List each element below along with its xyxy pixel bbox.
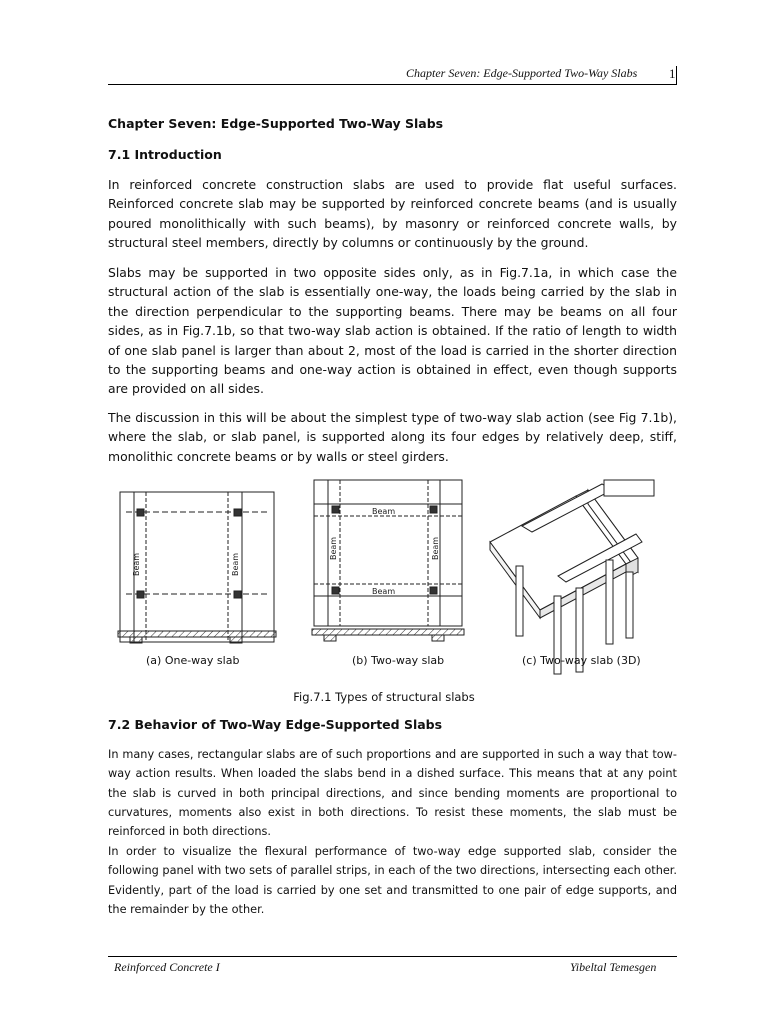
beam-label-a-right: Beam [231, 552, 240, 576]
beam-label-b-right: Beam [431, 536, 440, 560]
footer-course: Reinforced Concrete I [114, 960, 220, 974]
beam-label-a-left: Beam [132, 552, 141, 576]
paragraph-intro-2: Slabs may be supported in two opposite sides only, as in Fig.7.1a, in which case the structural action of the slab is essentially one-way, the loads being carried by the slab in the direction perpendicular to the supporting beams. There may be beams on all four sides, as in Fig.7.1b, so that two-way slab action is obtained. If the ratio of length to width of one slab panel is larger than about 2, most of the load is carried in the shorter direction to the supporting beams and one-way action is obtained in effect, even though supports are provided on all sides. [108, 265, 677, 397]
beam-label-b-bottom: Beam [372, 587, 396, 596]
slab-drawings [106, 476, 678, 676]
figure-title: Fig.7.1 Types of structural slabs [293, 690, 475, 704]
one-way-slab-plan [120, 492, 274, 642]
section-heading-intro: 7.1 Introduction [108, 147, 222, 162]
two-way-slab-section [312, 629, 464, 641]
header-rule [108, 84, 676, 85]
chapter-title: Chapter Seven: Edge-Supported Two-Way Slabs [108, 116, 444, 131]
one-way-slab-section [118, 631, 276, 643]
paragraph-intro-3: The discussion in this will be about the simplest type of two-way slab action (see Fig 7.1b), where the slab, or slab panel, is supported along its four edges by relatively deep, stiff, monolithic concrete beams or by walls or steel girders. [108, 410, 677, 464]
caption-one-way: (a) One-way slab [146, 654, 240, 667]
footer-rule [108, 956, 677, 957]
paragraph-behavior-1: In many cases, rectangular slabs are of such proportions and are supported in such a way that tow-way action results. When loaded the slabs bend in a dished surface. This means that at any point the slab is curved in both principal directions, and since bending moments are proportional to curvatures, moments also exist in both directions. To resist these moments, the slab must be reinforced in both directions. [108, 748, 677, 839]
figure-structural-slabs [106, 476, 678, 676]
beam-label-b-top: Beam [372, 507, 396, 516]
running-header: Chapter Seven: Edge-Supported Two-Way Slabs [406, 66, 638, 80]
header-tick [676, 66, 677, 85]
caption-two-way: (b) Two-way slab [352, 654, 445, 667]
footer-author: Yibeltal Temesgen [570, 960, 657, 974]
page-number: 1 [669, 66, 676, 81]
paragraph-behavior-2: In order to visualize the flexural performance of two-way edge supported slab, consider the following panel with two sets of parallel strips, in each of the two directions, intersecting each other. Evidently, part of the load is carried by one set and transmitted to one pair of edge supports, and the remainder by the other. [108, 845, 677, 916]
two-way-slab-3d [490, 480, 654, 674]
caption-two-way-3d: (c) Two-way slab (3D) [522, 654, 641, 667]
section-heading-behavior: 7.2 Behavior of Two-Way Edge-Supported Slabs [108, 717, 443, 732]
beam-label-b-left: Beam [329, 536, 338, 560]
paragraph-intro-1: In reinforced concrete construction slabs are used to provide flat useful surfaces. Reinforced concrete slab may be supported by reinforced concrete beams (and is usually poured monolithically with such beams), by masonry or reinforced concrete walls, by structural steel members, directly by columns or continuously by the ground. [108, 177, 677, 251]
